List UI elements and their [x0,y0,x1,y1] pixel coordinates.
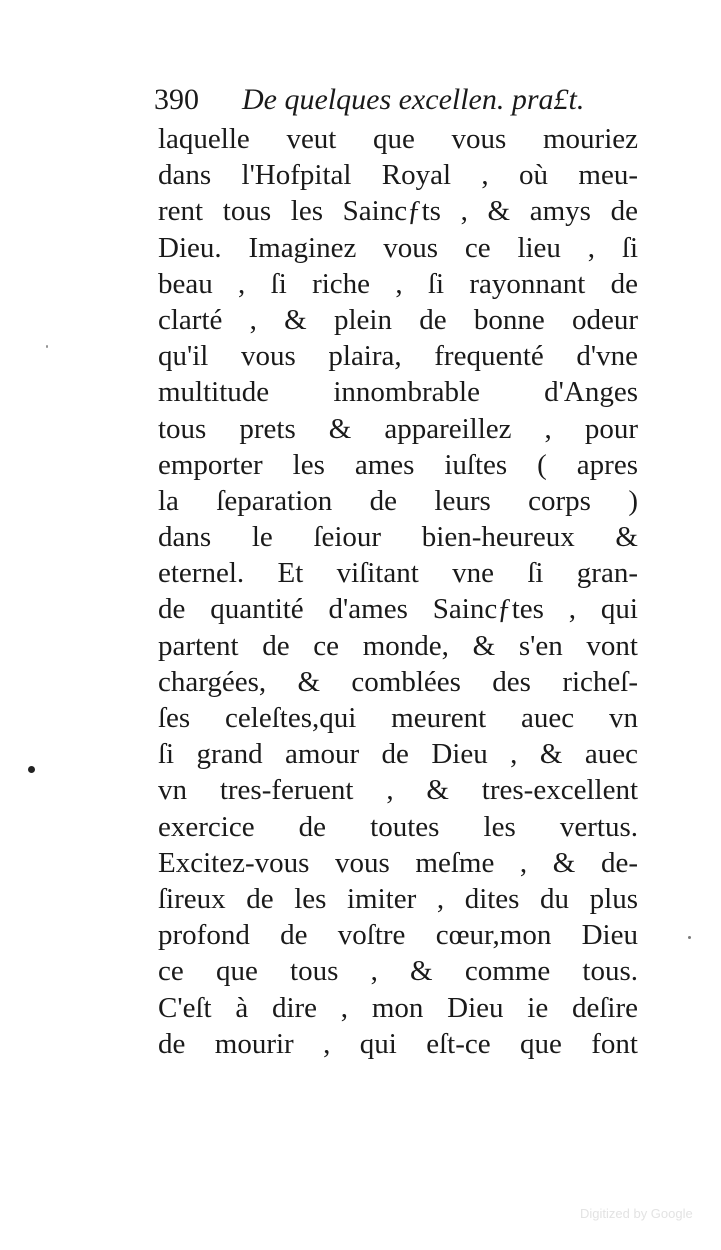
text-line: emporter les ames iuſtes ( apres [158,448,638,481]
text-line: C'eſt à dire , mon Dieu ie deſire [158,991,638,1024]
text-line: ſes celeſtes,qui meurent auec vn [158,702,638,734]
text-line: de quantité d'ames Saincƒtes , qui [158,593,638,626]
text-line: Dieu. Imaginez vous ce lieu , ſi [158,231,638,264]
text-line: clarté , & plein de bonne odeur [158,303,638,336]
text-line: ce que tous , & comme tous. [158,955,638,988]
text-line: qu'il vous plaira, frequenté d'vne [158,340,638,373]
text-line: profond de voſtre cœur,mon Dieu [158,919,638,952]
text-line: vn tres-feruent , & tres-excellent [158,774,638,807]
watermark: Digitized by Google [580,1206,693,1221]
text-line: tous prets & appareillez , pour [158,412,638,445]
text-line: eternel. Et viſitant vne ſi gran- [158,557,638,590]
body-text [158,121,638,1062]
running-title: De quelques excellen. pra£t. [242,83,585,116]
text-line: laquelle veut que vous mouriez [158,123,638,155]
ink-speck [688,936,691,939]
text-line: ſireux de les imiter , dites du plus [158,882,638,915]
text-line: dans le ſeiour bien-heureux & [158,521,638,554]
ink-speck [28,766,35,773]
text-line: exercice de toutes les vertus. [158,810,638,843]
text-line: multitude innombrable d'Anges [158,376,638,409]
page-header [146,78,626,122]
text-line: de mourir , qui eſt-ce que font [158,1027,638,1060]
text-line: dans l'Hofpital Royal , où meu- [158,159,638,192]
text-line: partent de ce monde, & s'en vont [158,629,638,662]
text-line: la ſeparation de leurs corps ) [158,484,638,517]
text-line: rent tous les Saincƒts , & amys de [158,195,638,228]
text-line: beau , ſi riche , ſi rayonnant de [158,267,638,300]
page-number: 390 [154,83,199,116]
text-line: chargées, & comblées des richeſ- [158,665,638,698]
ink-speck [46,345,48,348]
text-line: ſi grand amour de Dieu , & auec [158,738,638,771]
text-line: Excitez-vous vous meſme , & de- [158,846,638,879]
